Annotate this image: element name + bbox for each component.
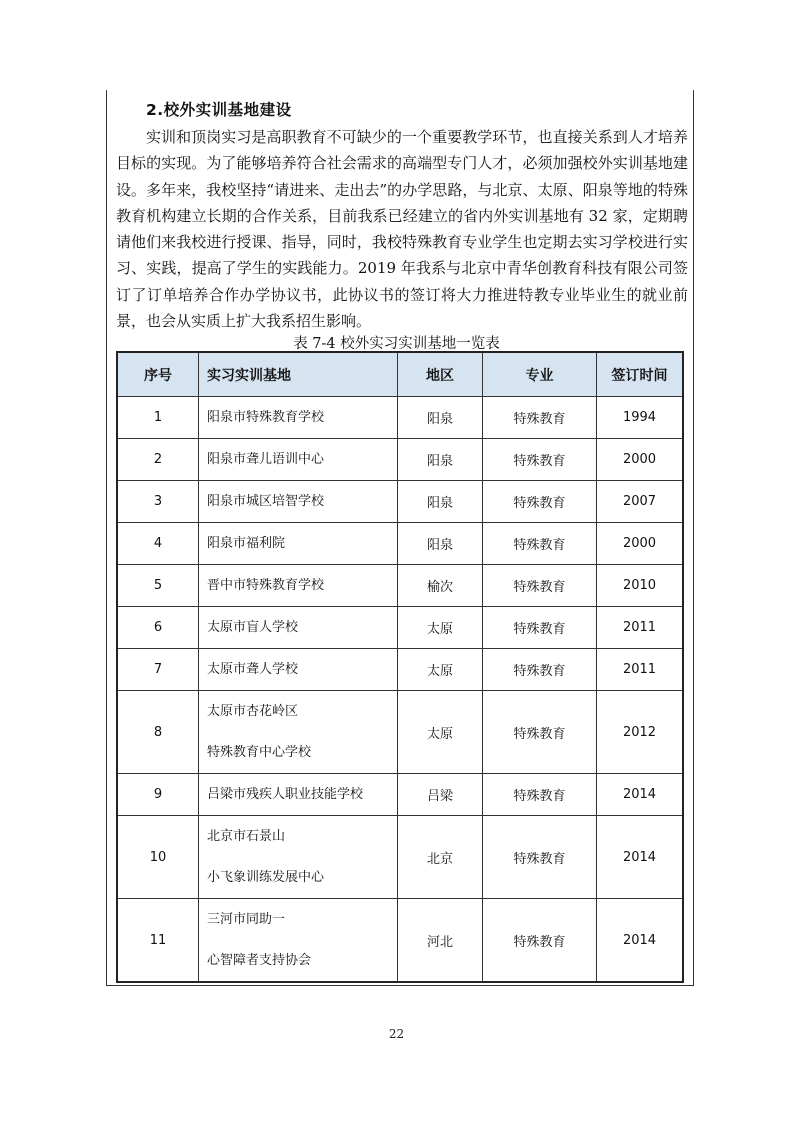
row-base-name — [199, 439, 398, 481]
row-sign-date: 2000 — [597, 523, 684, 565]
row-region: 阳泉 — [398, 397, 483, 439]
table-row — [117, 816, 683, 899]
row-base-name — [199, 649, 398, 691]
table-row — [117, 397, 683, 439]
base-name-line: 阳泉市聋儿语训中心 — [207, 452, 325, 467]
row-base-name — [199, 481, 398, 523]
row-sign-date: 2014 — [597, 774, 684, 816]
row-number: 2 — [117, 439, 199, 481]
table-header-row — [117, 352, 683, 397]
base-name-line: 太原市盲人学校 — [207, 620, 299, 635]
row-sign-date: 2010 — [597, 565, 684, 607]
row-number: 11 — [117, 899, 199, 983]
row-region: 太原 — [398, 691, 483, 774]
table-caption: 表 7-4 校外实习实训基地一览表 — [293, 336, 500, 352]
header-sign-date: 签订时间 — [597, 352, 684, 397]
section-title: 2.校外实训基地建设 — [146, 101, 292, 119]
row-sign-date: 2011 — [597, 649, 684, 691]
row-base-name — [199, 565, 398, 607]
base-name-line: 阳泉市福利院 — [207, 536, 286, 551]
row-major: 特殊教育 — [483, 774, 597, 816]
training-bases-table — [116, 351, 684, 983]
row-major: 特殊教育 — [483, 523, 597, 565]
row-base-name — [199, 899, 398, 983]
row-number: 1 — [117, 397, 199, 439]
row-base-name — [199, 774, 398, 816]
row-region: 榆次 — [398, 565, 483, 607]
row-region: 河北 — [398, 899, 483, 983]
row-major: 特殊教育 — [483, 439, 597, 481]
row-sign-date: 2014 — [597, 899, 684, 983]
base-name-line: 小飞象训练发展中心 — [207, 870, 325, 885]
row-major: 特殊教育 — [483, 899, 597, 983]
row-base-name — [199, 523, 398, 565]
row-number: 5 — [117, 565, 199, 607]
row-major: 特殊教育 — [483, 607, 597, 649]
row-number: 6 — [117, 607, 199, 649]
row-base-name — [199, 691, 398, 774]
base-name-line: 心智障者支持协会 — [207, 953, 312, 968]
base-name-line: 太原市杏花岭区 — [207, 704, 299, 719]
base-name-line: 特殊教育中心学校 — [207, 745, 312, 760]
table-row — [117, 439, 683, 481]
row-number: 7 — [117, 649, 199, 691]
row-region: 太原 — [398, 607, 483, 649]
row-major: 特殊教育 — [483, 481, 597, 523]
row-sign-date: 2000 — [597, 439, 684, 481]
table-row — [117, 774, 683, 816]
row-number: 9 — [117, 774, 199, 816]
base-name-line: 太原市聋人学校 — [207, 662, 299, 677]
header-base-name: 实习实训基地 — [199, 352, 398, 397]
base-name-line: 晋中市特殊教育学校 — [207, 578, 325, 593]
row-base-name — [199, 607, 398, 649]
base-name-line: 阳泉市特殊教育学校 — [207, 410, 325, 425]
row-number: 3 — [117, 481, 199, 523]
row-sign-date: 2012 — [597, 691, 684, 774]
row-base-name — [199, 816, 398, 899]
page-number: 22 — [388, 1027, 405, 1041]
base-name-line: 吕梁市残疾人职业技能学校 — [207, 787, 364, 802]
table-row — [117, 481, 683, 523]
table-row — [117, 607, 683, 649]
base-name-line: 北京市石景山 — [207, 829, 286, 844]
row-base-name — [199, 397, 398, 439]
base-name-line: 三河市同助一 — [207, 912, 286, 927]
row-sign-date: 2014 — [597, 816, 684, 899]
header-major: 专业 — [483, 352, 597, 397]
table-row — [117, 565, 683, 607]
table-row — [117, 649, 683, 691]
body-paragraph: 实训和顶岗实习是高职教育不可缺少的一个重要教学环节，也直接关系到人才培养目标的实现。为了能够培养符合社会需求的高端型专门人才，必须加强校外实训基地建设。多年来，我校坚持“请进来、走出去”的办学思路，与北京、太原、阳泉等地的特殊教育机构建立长期的合作关系，目前我系已经建立的省内外实训基地有 32 家，定期聘请他们来我校进行授课、指导，同时，我校特殊教育专业学生也定期去实习学校进行实习、实践，提高了学生的实践能力。2019 年我系与北京中青华创教育科技有限公司签订了订单培养合作办学协议书，此协议书的签订将大力推进特教专业毕业生的就业前景，也会从实质上扩大我系招生影响。 — [116, 128, 688, 331]
table-row — [117, 691, 683, 774]
row-region: 吕梁 — [398, 774, 483, 816]
row-region: 太原 — [398, 649, 483, 691]
row-region: 阳泉 — [398, 439, 483, 481]
row-major: 特殊教育 — [483, 691, 597, 774]
table-body — [117, 397, 683, 983]
header-number: 序号 — [117, 352, 199, 397]
row-major: 特殊教育 — [483, 816, 597, 899]
row-number: 10 — [117, 816, 199, 899]
row-major: 特殊教育 — [483, 397, 597, 439]
row-sign-date: 1994 — [597, 397, 684, 439]
table-row — [117, 899, 683, 983]
base-name-line: 阳泉市城区培智学校 — [207, 494, 325, 509]
header-region: 地区 — [398, 352, 483, 397]
row-major: 特殊教育 — [483, 649, 597, 691]
row-region: 阳泉 — [398, 523, 483, 565]
row-number: 4 — [117, 523, 199, 565]
row-sign-date: 2011 — [597, 607, 684, 649]
row-region: 北京 — [398, 816, 483, 899]
table-row — [117, 523, 683, 565]
row-sign-date: 2007 — [597, 481, 684, 523]
row-major: 特殊教育 — [483, 565, 597, 607]
row-number: 8 — [117, 691, 199, 774]
row-region: 阳泉 — [398, 481, 483, 523]
